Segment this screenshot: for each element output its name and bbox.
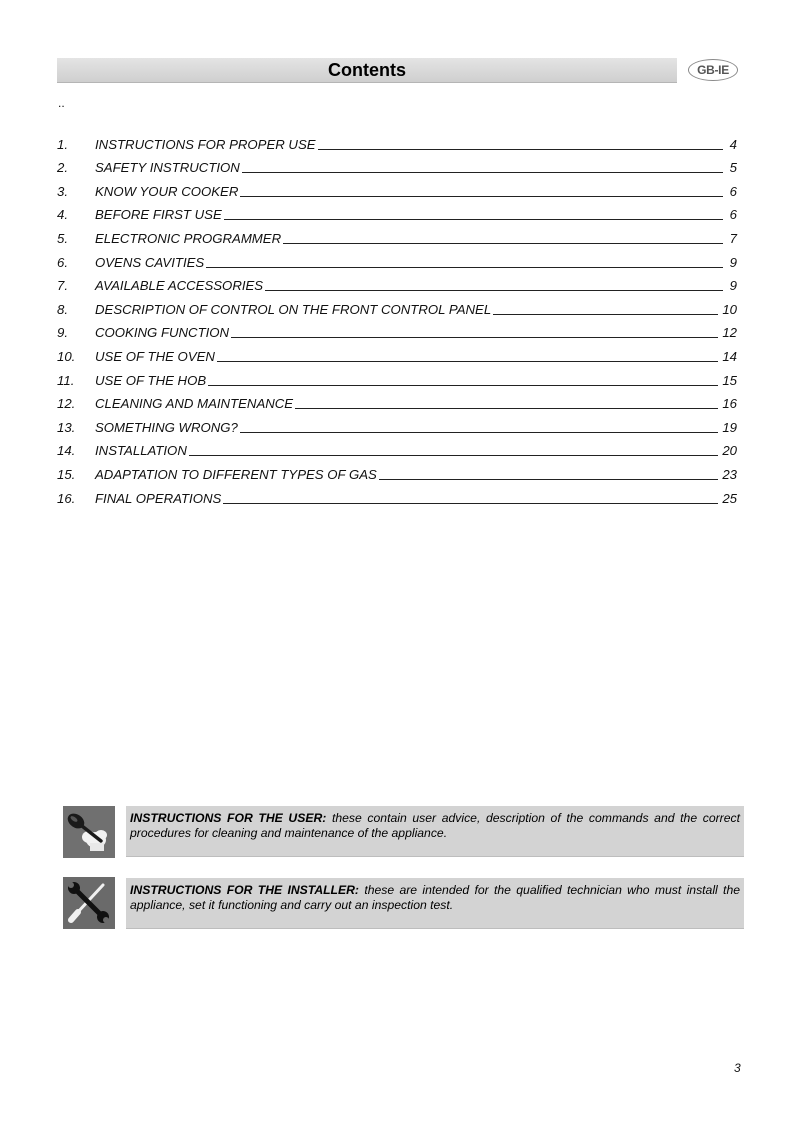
toc-entry (57, 247, 737, 271)
toc-leader-line (283, 242, 723, 244)
toc-entry (57, 129, 737, 153)
toc-leader-line (318, 148, 723, 150)
toc-entry (57, 436, 737, 460)
toc-entry-number: 1. (57, 136, 68, 152)
installer-note-text: these are intended for the qualified technician who must install the appliance, set it functioning and carry out an inspection test. (130, 883, 741, 912)
language-badge: GB-IE (688, 59, 738, 81)
toc-entry-label: FINAL OPERATIONS (95, 490, 222, 506)
toc-entry (57, 341, 737, 365)
page-number: 3 (734, 1061, 741, 1075)
toc-leader-line (240, 431, 718, 433)
toc-entry-label: ADAPTATION TO DIFFERENT TYPES OF GAS (95, 466, 377, 482)
toc-entry-label: OVENS CAVITIES (95, 254, 205, 270)
toc-entry-label: COOKING FUNCTION (95, 325, 230, 341)
toc-leader-line (379, 478, 718, 480)
toc-leader-line (223, 502, 718, 504)
toc-leader-line (242, 171, 723, 173)
toc-entry-number: 13. (57, 419, 76, 435)
toc-leader-line (217, 360, 718, 362)
page-title: Contents (328, 60, 406, 80)
toc-entry-page: 19 (722, 419, 737, 435)
toc-entry (57, 200, 737, 224)
toc-entry-label: INSTRUCTIONS FOR PROPER USE (95, 136, 316, 152)
toc-entry-number: 4. (57, 207, 68, 223)
toc-entry (57, 153, 737, 177)
toc-entry-label: SOMETHING WRONG? (95, 419, 238, 435)
user-instructions-note (126, 806, 744, 857)
toc-entry-number: 6. (57, 254, 68, 270)
toc-entry-label: SAFETY INSTRUCTION (95, 160, 240, 176)
toc-entry-number: 14. (57, 443, 76, 459)
toc-leader-line (231, 336, 718, 338)
toc-entry-label: KNOW YOUR COOKER (95, 183, 239, 199)
chef-spoon-icon (63, 806, 115, 858)
toc-entry (57, 223, 737, 247)
toc-entry-page: 23 (722, 466, 737, 482)
contents-title-bar (57, 58, 677, 83)
toc-entry-page: 9 (729, 278, 737, 294)
toc-entry-page: 5 (729, 160, 737, 176)
toc-leader-line (493, 313, 718, 315)
toc-entry-page: 4 (729, 136, 737, 152)
toc-leader-line (208, 384, 718, 386)
toc-entry-label: BEFORE FIRST USE (95, 207, 222, 223)
installer-note-heading: INSTRUCTIONS FOR THE INSTALLER: (130, 883, 359, 897)
toc-entry-page: 25 (722, 490, 737, 506)
toc-entry (57, 294, 737, 318)
toc-entry (57, 176, 737, 200)
toc-leader-line (189, 454, 718, 456)
toc-entry-number: 3. (57, 183, 68, 199)
wrench-screwdriver-icon (63, 877, 115, 929)
toc-entry-page: 16 (722, 396, 737, 412)
toc-entry-label: AVAILABLE ACCESSORIES (95, 278, 264, 294)
toc-entry-page: 20 (722, 443, 737, 459)
toc-entry (57, 459, 737, 483)
toc-entry-page: 7 (729, 230, 737, 246)
table-of-contents (57, 129, 737, 507)
toc-leader-line (224, 218, 723, 220)
toc-entry-page: 6 (729, 183, 737, 199)
toc-entry-number: 10. (57, 348, 76, 364)
toc-entry-label: INSTALLATION (95, 443, 187, 459)
toc-entry-page: 6 (729, 207, 737, 223)
toc-entry-number: 8. (57, 301, 68, 317)
toc-entry-number: 12. (57, 396, 76, 412)
toc-leader-line (265, 289, 723, 291)
toc-leader-line (206, 266, 723, 268)
toc-entry-number: 15. (57, 466, 76, 482)
toc-entry (57, 271, 737, 295)
toc-entry-page: 9 (729, 254, 737, 270)
toc-entry-page: 12 (722, 325, 737, 341)
toc-entry (57, 412, 737, 436)
toc-entry-page: 15 (722, 372, 737, 388)
toc-entry (57, 483, 737, 507)
toc-entry-number: 9. (57, 325, 68, 341)
toc-leader-line (240, 195, 723, 197)
toc-entry-label: DESCRIPTION OF CONTROL ON THE FRONT CONTROL PANEL (95, 301, 492, 317)
toc-entry (57, 318, 737, 342)
toc-entry (57, 389, 737, 413)
toc-entry-number: 11. (57, 372, 75, 388)
toc-entry-label: USE OF THE HOB (95, 372, 207, 388)
toc-entry-label: USE OF THE OVEN (95, 348, 215, 364)
toc-entry-number: 5. (57, 230, 68, 246)
toc-entry-number: 2. (57, 160, 68, 176)
toc-entry-label: CLEANING AND MAINTENANCE (95, 396, 294, 412)
user-note-text: these contain user advice, description of the commands and the correct procedures for cleaning and maintenance of the appliance. (130, 811, 740, 840)
toc-leader-line (295, 407, 718, 409)
user-note-heading: INSTRUCTIONS FOR THE USER: (130, 811, 327, 825)
intro-marker: .. (58, 96, 65, 110)
toc-entry-number: 7. (57, 278, 68, 294)
toc-entry-page: 14 (722, 348, 737, 364)
toc-entry-page: 10 (722, 301, 737, 317)
toc-entry (57, 365, 737, 389)
toc-entry-label: ELECTRONIC PROGRAMMER (95, 230, 282, 246)
installer-instructions-note (126, 878, 744, 929)
toc-entry-number: 16. (57, 490, 76, 506)
